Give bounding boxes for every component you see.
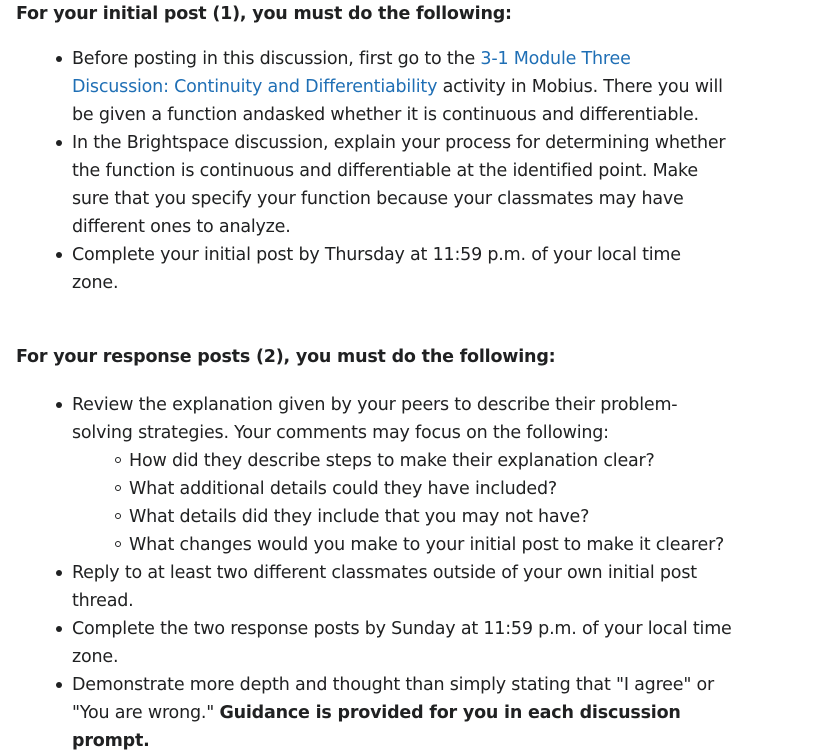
item-text: Demonstrate more depth and thought than simply stating that "I agree" or "You are wrong.": [72, 675, 715, 723]
initial-post-heading: For your initial post (1), you must do the following:: [16, 4, 512, 24]
response-posts-list: [72, 391, 732, 755]
response-posts-heading: For your response posts (2), you must do the following:: [16, 347, 556, 367]
item-text: activity in Mobius. There you will be given a function andasked whether it is continuous and differentiable.: [72, 77, 723, 125]
item-text: Reply to at least two different classmates outside of your own initial post thread.: [72, 563, 697, 611]
item-text: Complete the two response posts by Sunday at 11:59 p.m. of your local time zone.: [72, 619, 732, 667]
initial-post-list: [72, 45, 732, 297]
list-item: [72, 129, 732, 241]
item-text: Review the explanation given by your peers to describe their problem-solving strategies. Your comments may focus on the following:: [72, 395, 678, 443]
sub-list-item: How did they describe steps to make their explanation clear?: [129, 447, 732, 475]
guidance-note: Guidance is provided for you in each discussion prompt.: [72, 703, 681, 751]
sub-list-item: What additional details could they have included?: [129, 475, 732, 503]
list-item: [72, 671, 732, 755]
item-text: In the Brightspace discussion, explain your process for determining whether the function is continuous and differentiable at the identified point. Make sure that you specify your function because your classmates may have different ones to analyze.: [72, 133, 726, 237]
list-item: [72, 615, 732, 671]
sub-list-item: What changes would you make to your initial post to make it clearer?: [129, 531, 732, 559]
item-text: Complete your initial post by Thursday at 11:59 p.m. of your local time zone.: [72, 245, 681, 293]
list-item: [72, 45, 732, 129]
review-focus-list: [72, 447, 732, 559]
sub-list-item: What details did they include that you may not have?: [129, 503, 732, 531]
module-discussion-link[interactable]: 3-1 Module Three Discussion: Continuity and Differentiability: [72, 49, 631, 97]
list-item: [72, 559, 732, 615]
list-item: [72, 241, 732, 297]
list-item: [72, 391, 732, 559]
item-text: Before posting in this discussion, first go to the: [72, 49, 481, 69]
